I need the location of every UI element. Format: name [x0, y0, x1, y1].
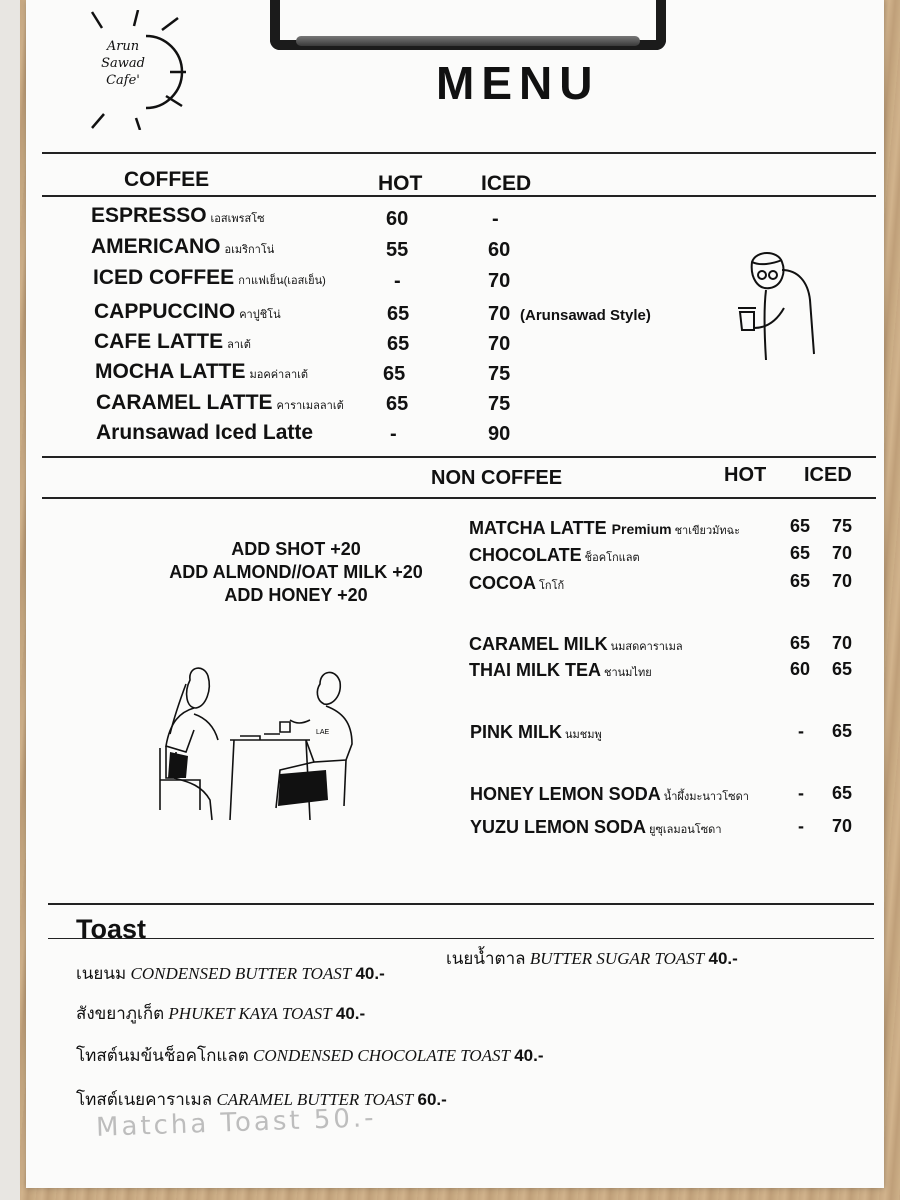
divider [42, 456, 876, 458]
toast-thai: สังขยาภูเก็ต [76, 1004, 165, 1023]
toast-price: 40.- [708, 949, 738, 968]
coffee-item-name: Arunsawad Iced Latte [96, 421, 314, 444]
toast-name: BUTTER SUGAR TOAST [529, 949, 705, 968]
coffee-item-name: MOCHA LATTE มอคค่าลาเต้ [95, 360, 309, 383]
thai-name: นมสดคาราเมล [610, 641, 683, 653]
logo-line: Arun [106, 39, 140, 54]
toast-item [76, 1000, 365, 1027]
clipboard-clip-bar [296, 36, 640, 46]
price-iced: 70 [488, 303, 511, 325]
thai-name: คาปูชิโน่ [239, 309, 281, 321]
price-iced: 75 [832, 516, 853, 536]
coffee-heading: COFFEE [124, 168, 210, 191]
price-hot: - [798, 721, 804, 741]
addon-item: ADD HONEY +20 [224, 585, 368, 605]
toast-price: 60.- [417, 1090, 447, 1109]
price-hot: 65 [790, 516, 811, 536]
non-coffee-item-name: CHOCOLATE ช็อคโกแลต [469, 545, 640, 565]
toast-heading: Toast [76, 914, 147, 944]
wall-edge [0, 0, 20, 1200]
price-iced: 70 [832, 543, 853, 563]
non-coffee-item-name: PINK MILK นมชมพู [470, 722, 602, 742]
toast-thai: โทสต์เนยคาราเมล [76, 1090, 213, 1109]
toast-item [446, 945, 738, 972]
coffee-item-name: ICED COFFEE กาแฟเย็น(เอสเย็น) [93, 266, 326, 289]
coffee-item-name: CAPPUCCINO คาปูชิโน่ [94, 300, 281, 323]
price-hot: 60 [386, 208, 409, 230]
couple-at-table-illustration [130, 660, 370, 830]
price-iced: 60 [488, 239, 511, 261]
price-iced: 65 [832, 721, 853, 741]
menu-title: MENU [436, 57, 600, 109]
divider [48, 903, 874, 905]
svg-text:LAE: LAE [316, 729, 330, 736]
toast-price: 40.- [355, 964, 385, 983]
non-coffee-item-name: MATCHA LATTE Premium ชาเขียวมัทฉะ [469, 518, 741, 538]
handwritten-note: Matcha Toast 50.- [95, 1103, 378, 1143]
price-iced: 90 [488, 423, 511, 445]
price-hot: 65 [386, 393, 409, 415]
price-hot: 55 [386, 239, 409, 261]
thai-name: กาแฟเย็น(เอสเย็น) [238, 275, 326, 287]
non-coffee-item-name: YUZU LEMON SODA ยูซุเลมอนโซดา [470, 817, 722, 837]
non-coffee-item-name: CARAMEL MILK นมสดคาราเมล [469, 634, 683, 654]
divider [42, 195, 876, 197]
price-iced: 70 [832, 633, 853, 653]
price-iced: 65 [832, 659, 853, 679]
coffee-item-name: ESPRESSO เอสเพรสโซ [91, 204, 265, 227]
toast-thai: เนยน้ำตาล [446, 949, 526, 968]
thai-name: เอสเพรสโซ [210, 213, 265, 225]
price-hot: 65 [790, 571, 811, 591]
non-coffee-hot-label: HOT [724, 464, 767, 486]
price-hot: - [798, 816, 804, 836]
thai-name: มอคค่าลาเต้ [249, 369, 309, 381]
divider [48, 938, 874, 939]
thai-name: นมชมพู [565, 729, 602, 741]
menu-sheet [26, 0, 884, 1188]
price-hot: - [798, 783, 804, 803]
price-note: (Arunsawad Style) [520, 307, 651, 324]
divider [42, 152, 876, 154]
price-hot: 65 [790, 633, 811, 653]
coffee-hot-label: HOT [378, 172, 423, 195]
toast-name: PHUKET KAYA TOAST [168, 1004, 332, 1023]
price-iced: - [492, 208, 499, 230]
price-iced: 75 [488, 393, 511, 415]
person-with-coffee-illustration [726, 248, 826, 366]
non-coffee-heading: NON COFFEE [431, 467, 563, 489]
coffee-item-name: AMERICANO อเมริกาโน่ [91, 235, 275, 258]
coffee-iced-label: ICED [481, 172, 532, 195]
thai-name: ชาเขียวมัทฉะ [674, 525, 741, 537]
price-iced: 70 [832, 571, 853, 591]
price-iced: 75 [488, 363, 511, 385]
price-iced: 70 [488, 270, 511, 292]
price-hot: - [390, 423, 397, 445]
price-hot: 65 [387, 333, 410, 355]
coffee-item-name: CAFE LATTE ลาเต้ [94, 330, 251, 353]
thai-name: ช็อคโกแลต [584, 552, 640, 564]
price-iced: 70 [832, 816, 853, 836]
non-coffee-item-name: THAI MILK TEA ชานมไทย [469, 660, 652, 680]
toast-name: CONDENSED BUTTER TOAST [130, 964, 352, 983]
price-iced: 65 [832, 783, 853, 803]
divider [42, 497, 876, 499]
price-hot: 60 [790, 659, 811, 679]
price-hot: 65 [387, 303, 410, 325]
price-hot: 65 [383, 363, 406, 385]
price-iced: 70 [488, 333, 511, 355]
thai-name: โกโก้ [539, 580, 565, 592]
coffee-item-name: CARAMEL LATTE คาราเมลลาเต้ [96, 391, 344, 414]
logo-line: Cafe' [106, 73, 140, 88]
price-hot: 65 [790, 543, 811, 563]
toast-name: CONDENSED CHOCOLATE TOAST [253, 1046, 510, 1065]
item-note: Premium [611, 521, 672, 537]
toast-name: CARAMEL BUTTER TOAST [216, 1090, 414, 1109]
non-coffee-iced-label: ICED [804, 464, 852, 486]
thai-name: คาราเมลลาเต้ [276, 400, 344, 412]
thai-name: น้ำผึ้งมะนาวโซดา [663, 791, 749, 803]
thai-name: อเมริกาโน่ [224, 244, 275, 256]
toast-price: 40.- [514, 1046, 544, 1065]
non-coffee-item-name: HONEY LEMON SODA น้ำผึ้งมะนาวโซดา [470, 784, 749, 804]
logo-line: Sawad [101, 56, 145, 71]
toast-item [76, 960, 385, 987]
toast-item [76, 1042, 544, 1069]
addon-item: ADD SHOT +20 [231, 539, 361, 559]
toast-price: 40.- [335, 1004, 366, 1023]
thai-name: ลาเต้ [227, 339, 251, 351]
logo-text [88, 38, 158, 89]
non-coffee-item-name: COCOA โกโก้ [469, 573, 565, 593]
thai-name: ชานมไทย [604, 667, 652, 679]
addon-item: ADD ALMOND//OAT MILK +20 [169, 562, 423, 582]
toast-thai: โทสต์นมข้นช็อคโกแลต [76, 1046, 249, 1065]
thai-name: ยูซุเลมอนโซดา [649, 824, 722, 836]
price-hot: - [394, 270, 401, 292]
toast-thai: เนยนม [76, 964, 127, 983]
addons-list [96, 538, 496, 607]
